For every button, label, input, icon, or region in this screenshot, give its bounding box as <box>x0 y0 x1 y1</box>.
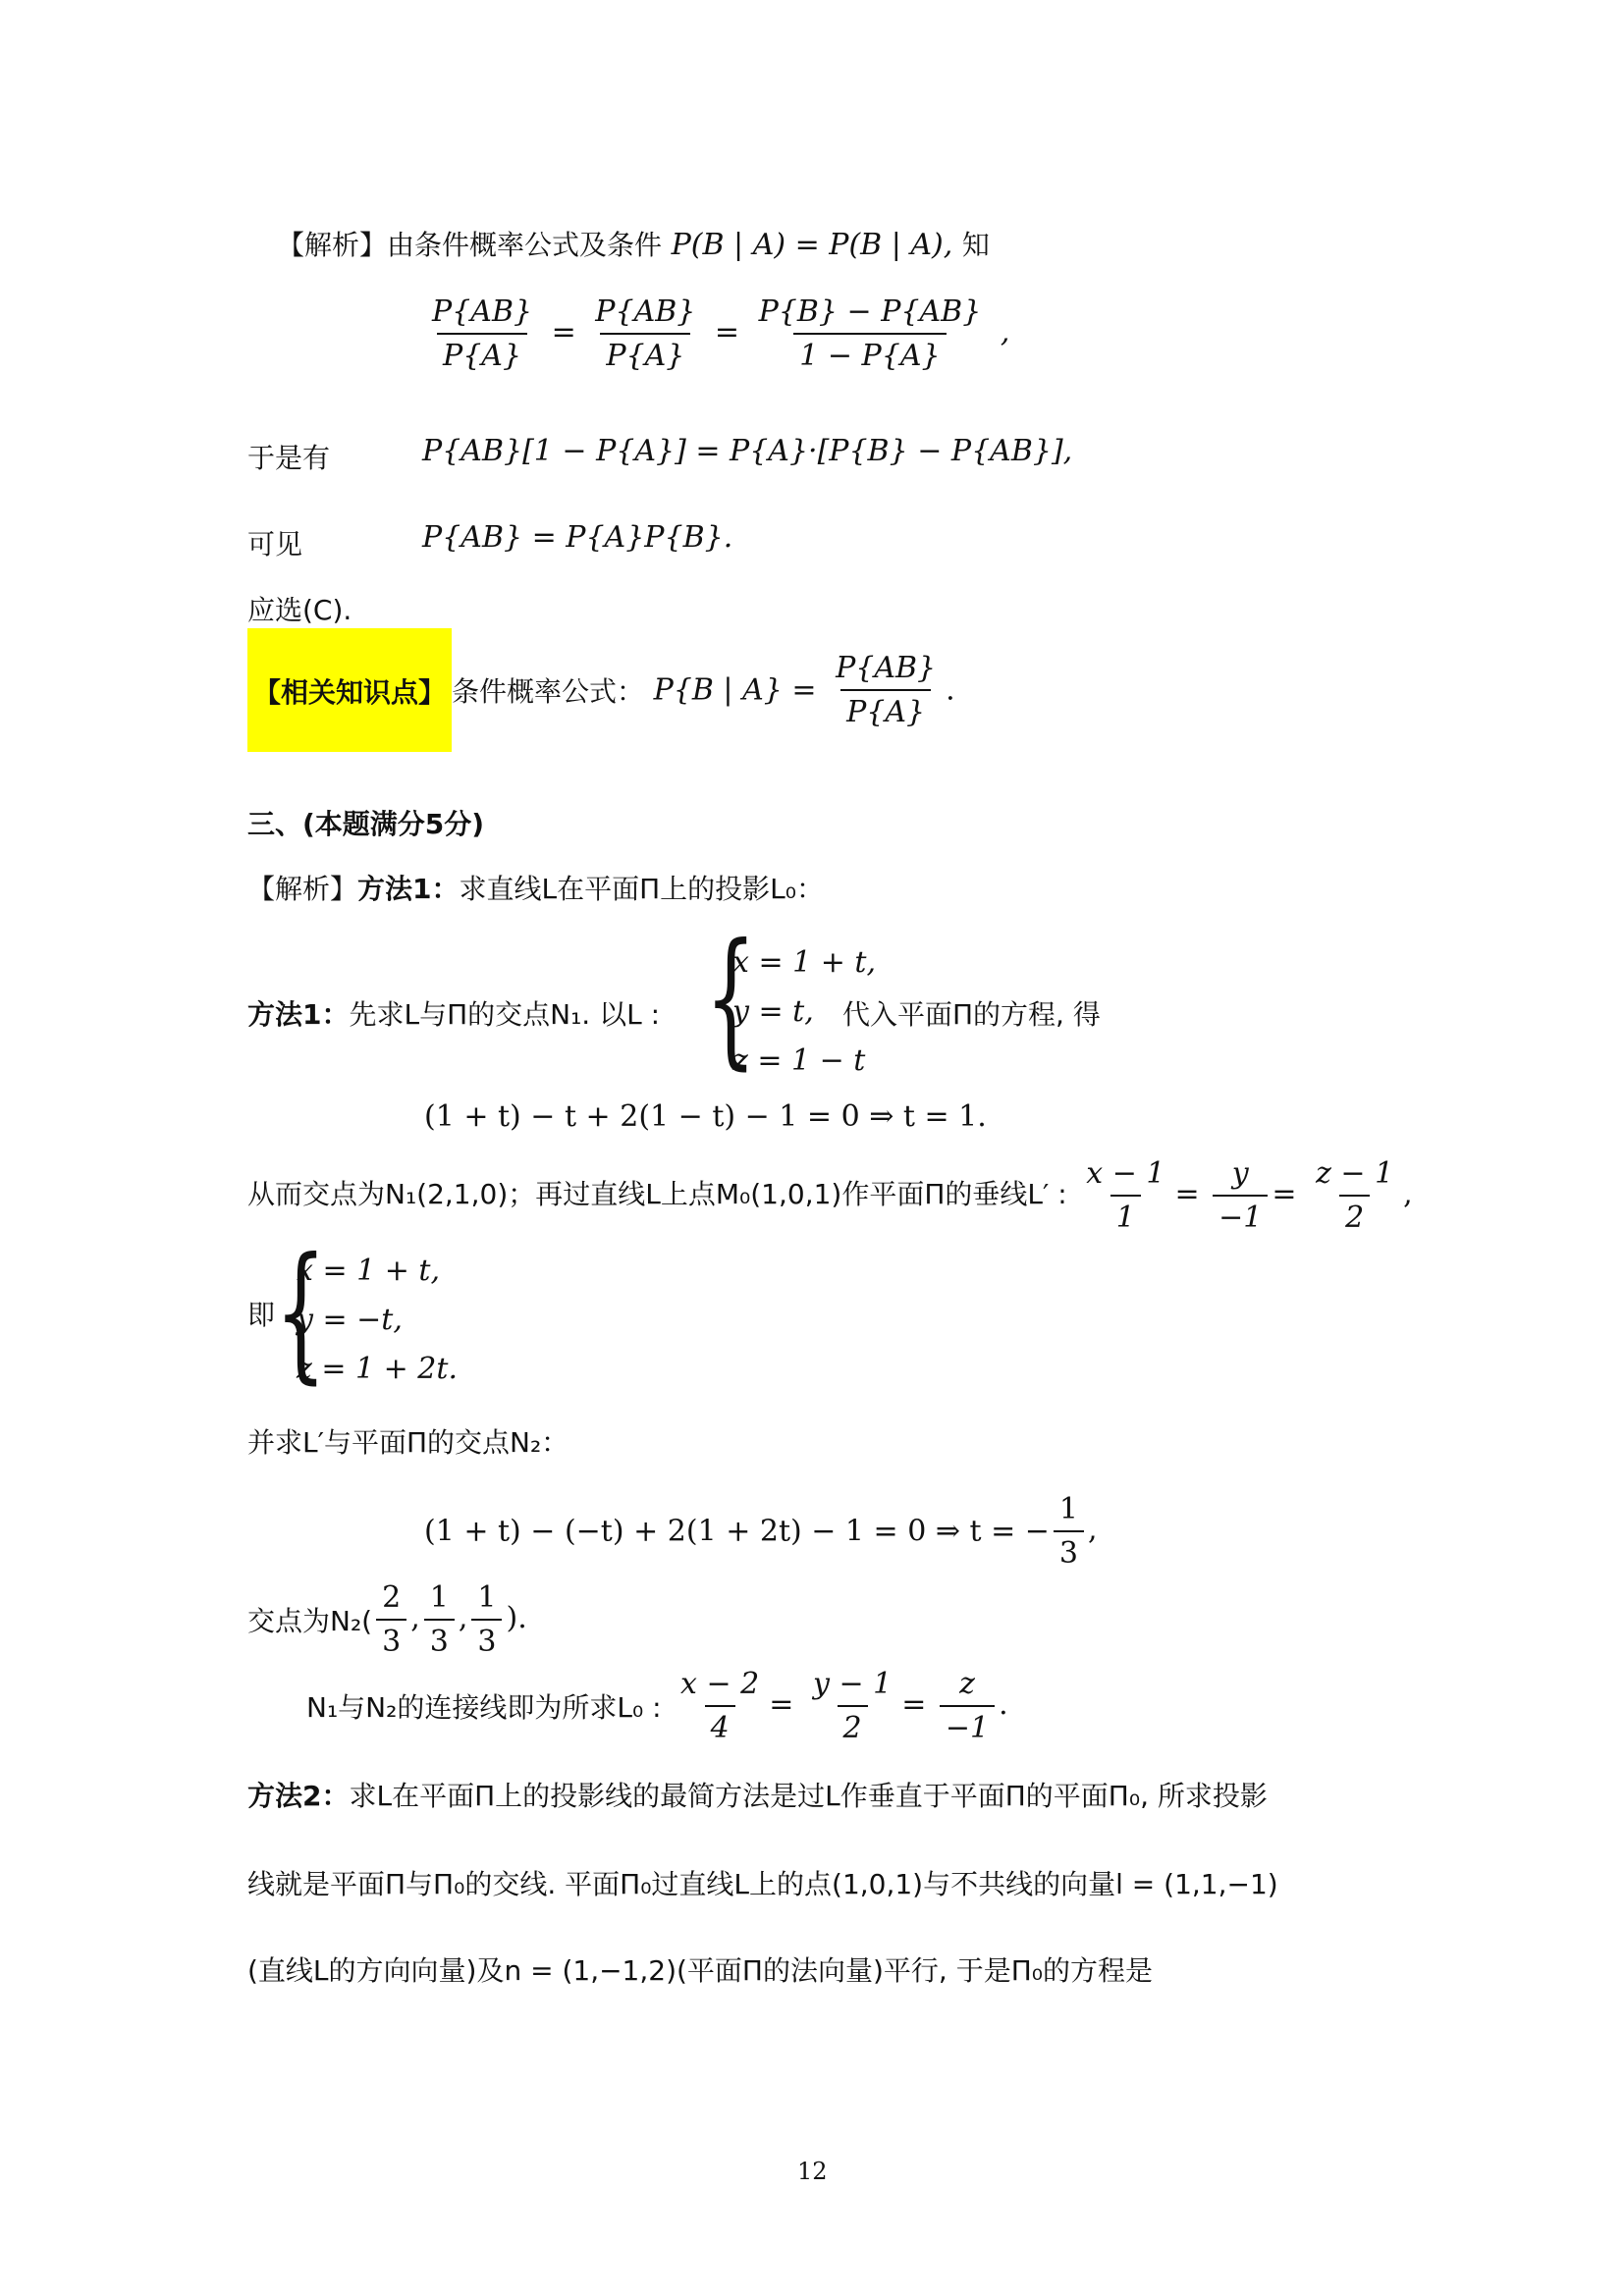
perp-fraction-y: $\frac{y}{-1}$ <box>1213 1156 1268 1235</box>
system1-eq-x: x = 1 + t, <box>732 945 877 980</box>
l0-fraction-y: $\frac{y - 1}{2}$ <box>812 1667 893 1745</box>
mid-fraction: $\frac{P\{AB\}}{P\{A\}}$ <box>595 294 696 373</box>
equation-t: (1 + t) − t + 2(1 − t) − 1 = 0 ⇒ t = 1. <box>424 1099 987 1134</box>
method2-line-1: 方法2：求L在平面Π上的投影线的最简方法是过L作垂直于平面Π的平面Π₀, 所求投影 <box>247 1780 1268 1812</box>
method1-after: 代入平面Π的方程, 得 <box>842 998 1101 1031</box>
knowledge-line: 【相关知识点】 条件概率公式： P{B | A} = $\frac{P\{AB\}}{P\{A\}}$ . <box>247 628 955 752</box>
analysis-line-1 <box>277 224 990 263</box>
line3-label: 可见 <box>247 528 303 561</box>
answer-line: 应选(C). <box>247 594 352 626</box>
method1-text: 先求L与Π的交点N₁. 以L : <box>349 998 661 1031</box>
intro-tail: 知 <box>961 229 990 261</box>
l0-fraction-z: $\frac{z}{-1}$ <box>940 1667 995 1745</box>
knowledge-text: 条件概率公式： <box>452 675 645 708</box>
page-number: 12 <box>797 2158 828 2185</box>
knowledge-fraction: $\frac{P\{AB\}}{P\{A\}}$ <box>836 651 937 729</box>
n2-intro: 并求L′与平面Π的交点N₂： <box>247 1426 569 1459</box>
equation-t2: (1 + t) − (−t) + 2(1 + 2t) − 1 = 0 ⇒ t = − $\frac{1}{3}$ , <box>424 1492 1098 1571</box>
system1-eq-y: y = t, <box>732 994 814 1029</box>
line2-expr: P{AB}[1 − P{A}] = P{A}·[P{B} − P{AB}], <box>422 434 1073 468</box>
l0-fraction-x: $\frac{x - 2}{4}$ <box>680 1667 760 1745</box>
system2 <box>297 1247 458 1394</box>
rhs-fraction: $\frac{P\{B\} - P\{AB\}}{1 - P\{A\}}$ <box>758 294 982 373</box>
section3-heading: 三、(本题满分5分) <box>247 808 485 840</box>
n2-y: $\frac{1}{3}$ <box>424 1580 455 1659</box>
analysis-label: 【解析】 <box>277 229 388 261</box>
equation-1: $\frac{P\{AB\}}{P\{A\}}$ = $\frac{P\{AB\}}{P\{A\}}$ = $\frac{P\{B\} - P\{AB\}}{1 - P\{A\}}$ , <box>422 294 1009 373</box>
system2-eq-x: x = 1 + t, <box>297 1254 441 1288</box>
n1-line: 从而交点为N₁(2,1,0)；再过直线L上点M₀(1,0,1)作平面Π的垂线L′ : $\frac{x - 1}{1}$ = $\frac{y}{-1}$ = $\frac{z - 1}{2}$ , <box>247 1156 1413 1235</box>
system2-eq-y: y = −t, <box>297 1303 403 1337</box>
section3-intro <box>247 868 824 907</box>
method1-label: 方法1： <box>247 998 350 1031</box>
method2-line-3: (直线L的方向向量)及n = (1,−1,2)(平面Π的法向量)平行, 于是Π₀的方程是 <box>247 1954 1153 1987</box>
line2-label: 于是有 <box>247 442 331 474</box>
ji-label: 即 <box>247 1299 276 1331</box>
method2-line-2: 线就是平面Π与Π₀的交线. 平面Π₀过直线L上的点(1,0,1)与不共线的向量l = (1,1,−1) <box>247 1868 1278 1900</box>
t2-fraction: $\frac{1}{3}$ <box>1054 1492 1084 1571</box>
system2-brace: { <box>275 1227 327 1398</box>
line3-expr: P{AB} = P{A}P{B}. <box>422 520 733 555</box>
system1-brace: { <box>705 913 757 1084</box>
intro-label: 【解析】 <box>247 873 358 905</box>
n2-x: $\frac{2}{3}$ <box>376 1580 406 1659</box>
lhs-fraction: $\frac{P\{AB\}}{P\{A\}}$ <box>432 294 533 373</box>
perp-fraction-z: $\frac{z - 1}{2}$ <box>1316 1156 1394 1235</box>
intro-text: 求直线L在平面Π上的投影L₀： <box>459 873 824 905</box>
condition-formula: P(B | A) = P(B | A), <box>671 228 953 262</box>
intro-text: 由条件概率公式及条件 <box>387 229 663 261</box>
perp-fraction-x: $\frac{x - 1}{1}$ <box>1086 1156 1165 1235</box>
system1-eq-z: z = 1 − t <box>732 1043 866 1078</box>
knowledge-tag: 【相关知识点】 <box>247 628 452 752</box>
knowledge-lhs: P{B | A} = <box>653 672 817 708</box>
method2-label: 方法2： <box>247 1780 350 1812</box>
method1-line <box>247 993 660 1033</box>
intro-method: 方法1： <box>357 873 460 905</box>
n2-line: 交点为N₂( $\frac{2}{3}$ , $\frac{1}{3}$ , $\frac{1}{3}$ ). <box>247 1580 527 1659</box>
l0-line: N₁与N₂的连接线即为所求L₀ : $\frac{x - 2}{4}$ = $\frac{y - 1}{2}$ = $\frac{z}{-1}$ . <box>306 1667 1008 1745</box>
n1-text: 从而交点为N₁(2,1,0)；再过直线L上点M₀(1,0,1)作平面Π的垂线L′ : <box>247 1178 1067 1210</box>
n2-z: $\frac{1}{3}$ <box>471 1580 502 1659</box>
system2-eq-z: z = 1 + 2t. <box>297 1352 458 1386</box>
